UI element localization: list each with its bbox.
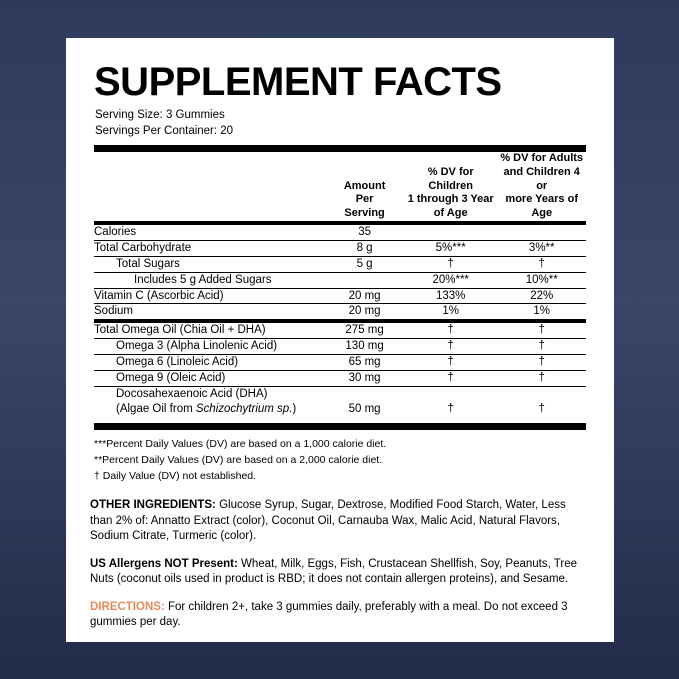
table-row [94, 355, 586, 371]
other-ingredients-paragraph [90, 498, 590, 545]
nutrient-dv-adult: † [497, 256, 586, 272]
footnotes [94, 437, 586, 484]
nutrient-amount: 35 [325, 225, 404, 240]
nutrient-dv-adult: † [497, 323, 586, 338]
serving-size: Serving Size: 3 Gummies [95, 109, 225, 121]
nutrient-dv-adult: † [538, 403, 545, 416]
nutrient-dv-adult: 22% [497, 288, 586, 304]
dha-name-line2 [116, 402, 325, 417]
header-dv-adults-line1: % DV for Adults [500, 152, 584, 165]
nutrition-table-omega [94, 323, 586, 417]
divider-thick-bottom [94, 423, 586, 430]
nutrient-dv-child: † [404, 355, 497, 371]
nutrient-amount: 8 g [325, 240, 404, 256]
label-lower-text [90, 498, 590, 631]
directions-label: DIRECTIONS: [90, 600, 165, 613]
footnote-1000-calorie: ***Percent Daily Values (DV) are based on a 1,000 calorie diet. [94, 438, 387, 451]
header-dv-children-line1: % DV for Children [427, 165, 474, 192]
nutrient-name: Sodium [94, 305, 133, 318]
header-dv-children-line2: 1 through 3 Year [407, 193, 494, 206]
footnote-2000-calorie: **Percent Daily Values (DV) are based on a 2,000 calorie diet. [94, 453, 383, 466]
nutrition-header-table [94, 152, 586, 221]
nutrient-amount: 65 mg [325, 355, 404, 371]
header-dv-children [404, 152, 497, 221]
header-amount-per-serving [325, 152, 404, 221]
dha-source-prefix: (Algae Oil from [116, 403, 196, 416]
nutrient-name: Omega 3 (Alpha Linolenic Acid) [94, 339, 325, 355]
nutrient-amount: 275 mg [325, 323, 404, 338]
nutrient-dv-child: 1% [442, 305, 459, 318]
nutrient-name: Calories [94, 225, 325, 240]
directions-text: For children 2+, take 3 gummies daily, preferably with a meal. Do not exceed 3 gummies per day. [90, 600, 568, 629]
table-row-dha [94, 387, 586, 417]
nutrient-dv-child: † [404, 256, 497, 272]
nutrient-dv-adult: † [497, 371, 586, 387]
directions-paragraph [90, 600, 590, 631]
table-row [94, 339, 586, 355]
nutrient-dv-adult: 10%** [497, 272, 586, 288]
table-row [94, 304, 586, 319]
header-amount-line2: Per [355, 193, 374, 206]
nutrient-dv-adult: † [497, 355, 586, 371]
nutrient-amount: 50 mg [348, 403, 381, 416]
table-row [94, 225, 586, 240]
nutrient-dv-adult: † [497, 339, 586, 355]
header-dv-adults [497, 152, 586, 221]
allergens-text: Wheat, Milk, Eggs, Fish, Crustacean Shellfish, Soy, Peanuts, Tree Nuts (coconut oils used in product is RBD; it does not contain allergen proteins), and Sesame. [90, 557, 578, 586]
other-ingredients-text: Glucose Syrup, Sugar, Dextrose, Modified Food Starch, Water, Less than 2% of: Annatto Extract (color), Coconut Oil, Carnauba Wax, Malic Acid, Natural Flavors, Sodium Citrate, Turmeric (color). [90, 499, 566, 543]
serving-info [95, 108, 592, 139]
table-row [94, 288, 586, 304]
supplement-facts-panel [66, 38, 614, 642]
nutrient-dv-child: † [404, 339, 497, 355]
dha-name-line1: Docosahexaenoic Acid (DHA) [116, 388, 268, 401]
dha-source-suffix: ) [292, 403, 297, 416]
nutrient-amount: 30 mg [325, 371, 404, 387]
footnote-daily-value: † Daily Value (DV) not established. [94, 469, 257, 482]
dha-source-species: Schizochytrium sp. [195, 403, 293, 416]
nutrient-amount [325, 272, 404, 288]
table-row [94, 256, 586, 272]
nutrient-name: Vitamin C (Ascorbic Acid) [94, 288, 325, 304]
allergens-label: US Allergens NOT Present: [90, 557, 238, 570]
table-row [94, 323, 586, 338]
nutrient-amount: 5 g [325, 256, 404, 272]
nutrient-dv-child: † [404, 371, 497, 387]
table-row [94, 240, 586, 256]
nutrient-dv-child: † [447, 403, 454, 416]
nutrient-amount: 20 mg [325, 288, 404, 304]
servings-per-container: Servings Per Container: 20 [95, 124, 234, 137]
nutrition-table-primary [94, 225, 586, 320]
nutrient-name: Total Sugars [94, 256, 325, 272]
nutrient-amount: 20 mg [348, 305, 381, 318]
header-amount-line3: Serving [344, 207, 385, 220]
nutrient-dv-child [404, 225, 497, 240]
nutrient-dv-child: 20%*** [404, 272, 497, 288]
allergens-paragraph [90, 557, 590, 588]
header-dv-adults-line2: and Children 4 or [503, 165, 580, 192]
nutrient-name: Omega 9 (Oleic Acid) [94, 371, 325, 387]
header-dv-adults-line3: more Years of Age [505, 193, 578, 220]
page-title: SUPPLEMENT FACTS [94, 60, 502, 104]
nutrient-dv-adult [497, 225, 586, 240]
nutrient-name-dha [94, 387, 325, 417]
header-amount-line1: Amount [343, 179, 386, 192]
other-ingredients-label: OTHER INGREDIENTS: [90, 499, 216, 512]
header-dv-children-line3: of Age [433, 207, 468, 220]
nutrient-dv-adult: 1% [533, 305, 551, 318]
divider-thick-top [94, 145, 586, 152]
nutrient-dv-child: 133% [404, 288, 497, 304]
nutrient-dv-child: † [404, 323, 497, 338]
nutrient-name: Omega 6 (Linoleic Acid) [94, 355, 325, 371]
table-row [94, 371, 586, 387]
nutrient-name: Total Carbohydrate [94, 240, 325, 256]
header-blank [94, 152, 325, 221]
nutrient-amount: 130 mg [325, 339, 404, 355]
nutrient-dv-adult: 3%** [497, 240, 586, 256]
nutrient-name: Includes 5 g Added Sugars [94, 272, 325, 288]
table-row [94, 272, 586, 288]
nutrient-dv-child: 5%*** [404, 240, 497, 256]
nutrient-name: Total Omega Oil (Chia Oil + DHA) [94, 323, 325, 338]
